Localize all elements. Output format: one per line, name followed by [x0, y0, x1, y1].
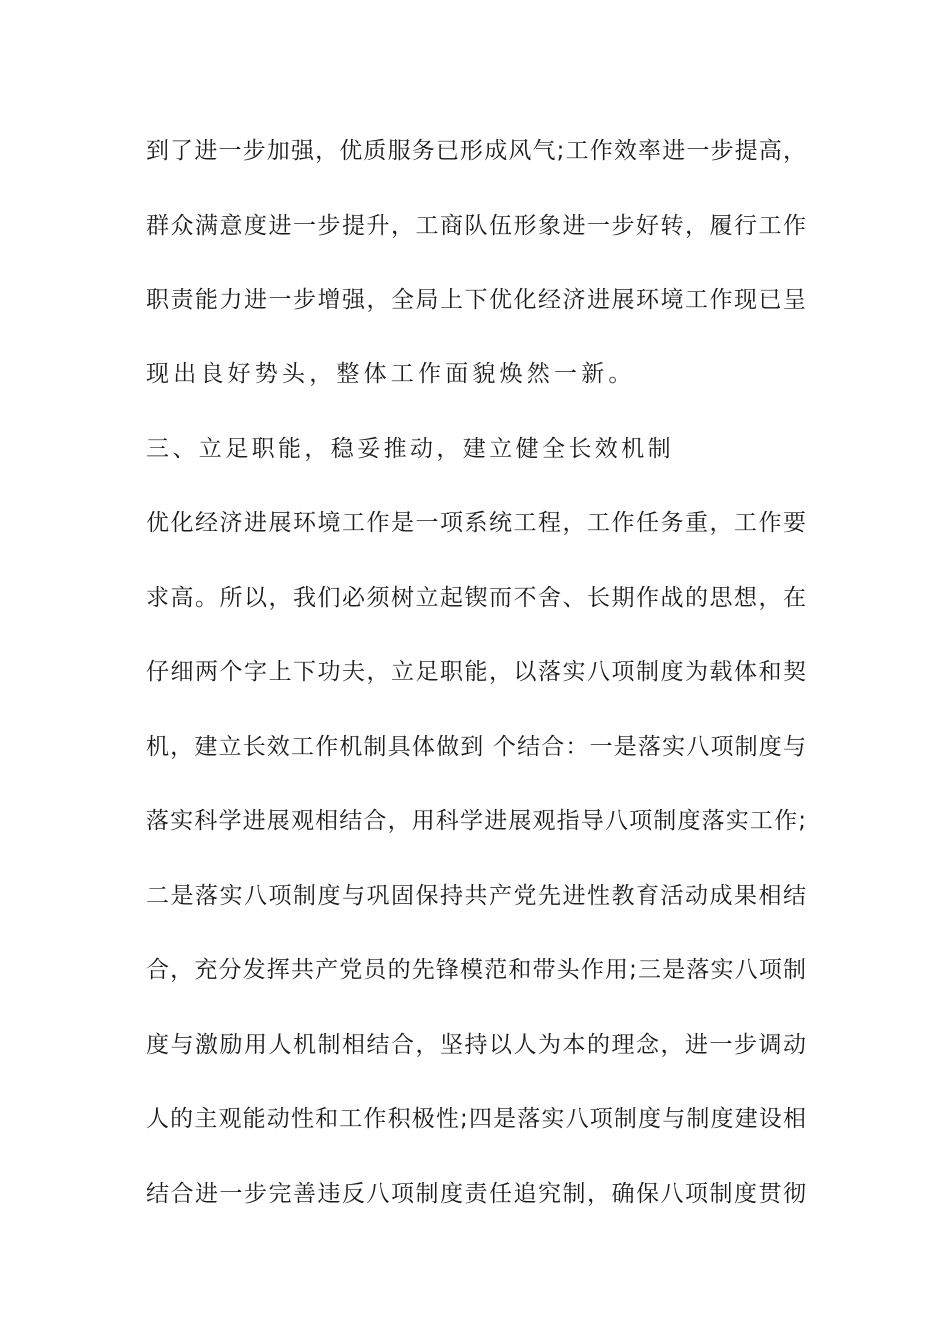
paragraph-line: 机 ， 建 立 长 效 工 作 机 制 具 体 做 到 个 结 合 ： 一 是 落 实 八 项 制 度 与	[146, 734, 806, 760]
paragraph-line: 现出良好势头，整体工作面貌焕然一新。	[146, 361, 636, 387]
paragraph-line: 群 众 满 意 度 进 一 步 提 升 ， 工 商 队 伍 形 象 进 一 步 好 转 ， 履 行 工 作	[146, 213, 806, 239]
paragraph-line: 结 合 进 一 步 完 善 违 反 八 项 制 度 责 任 追 究 制 ， 确 保 八 项 制 度 贯 彻	[146, 1181, 806, 1207]
paragraph-line: 职 责 能 力 进 一 步 增 强 ， 全 局 上 下 优 化 经 济 进 展 环 境 工 作 现 已 呈	[146, 287, 806, 313]
paragraph-line: 人 的 主 观 能 动 性 和 工 作 积 极 性 ; 四 是 落 实 八 项 制 度 与 制 度 建 设 相	[146, 1106, 806, 1132]
paragraph-line: 二 是 落 实 八 项 制 度 与 巩 固 保 持 共 产 党 先 进 性 教 育 活 动 成 果 相 结	[146, 883, 806, 909]
paragraph-line: 度 与 激 励 用 人 机 制 相 结 合 ， 坚 持 以 人 为 本 的 理 念 ， 进 一 步 调 动	[146, 1032, 806, 1058]
section-heading: 三、立足职能，稳妥推动，建立健全长效机制	[146, 436, 674, 462]
paragraph-line: 到 了 进 一 步 加 强 ， 优 质 服 务 已 形 成 风 气 ; 工 作 效 率 进 一 步 提 高 ，	[146, 138, 806, 164]
paragraph-line: 落 实 科 学 进 展 观 相 结 合 ， 用 科 学 进 展 观 指 导 八 项 制 度 落 实 工 作 ;	[146, 808, 806, 834]
paragraph-line: 仔 细 两 个 字 上 下 功 夫 ， 立 足 职 能 ， 以 落 实 八 项 制 度 为 载 体 和 契	[146, 659, 806, 685]
paragraph-line: 求 高 。 所 以 ， 我 们 必 须 树 立 起 锲 而 不 舍 、 长 期 作 战 的 思 想 ， 在	[146, 585, 806, 611]
paragraph-line: 合 ， 充 分 发 挥 共 产 党 员 的 先 锋 模 范 和 带 头 作 用 ; 三 是 落 实 八 项 制	[146, 957, 806, 983]
paragraph-line: 优 化 经 济 进 展 环 境 工 作 是 一 项 系 统 工 程 ， 工 作 任 务 重 ， 工 作 要	[146, 510, 806, 536]
